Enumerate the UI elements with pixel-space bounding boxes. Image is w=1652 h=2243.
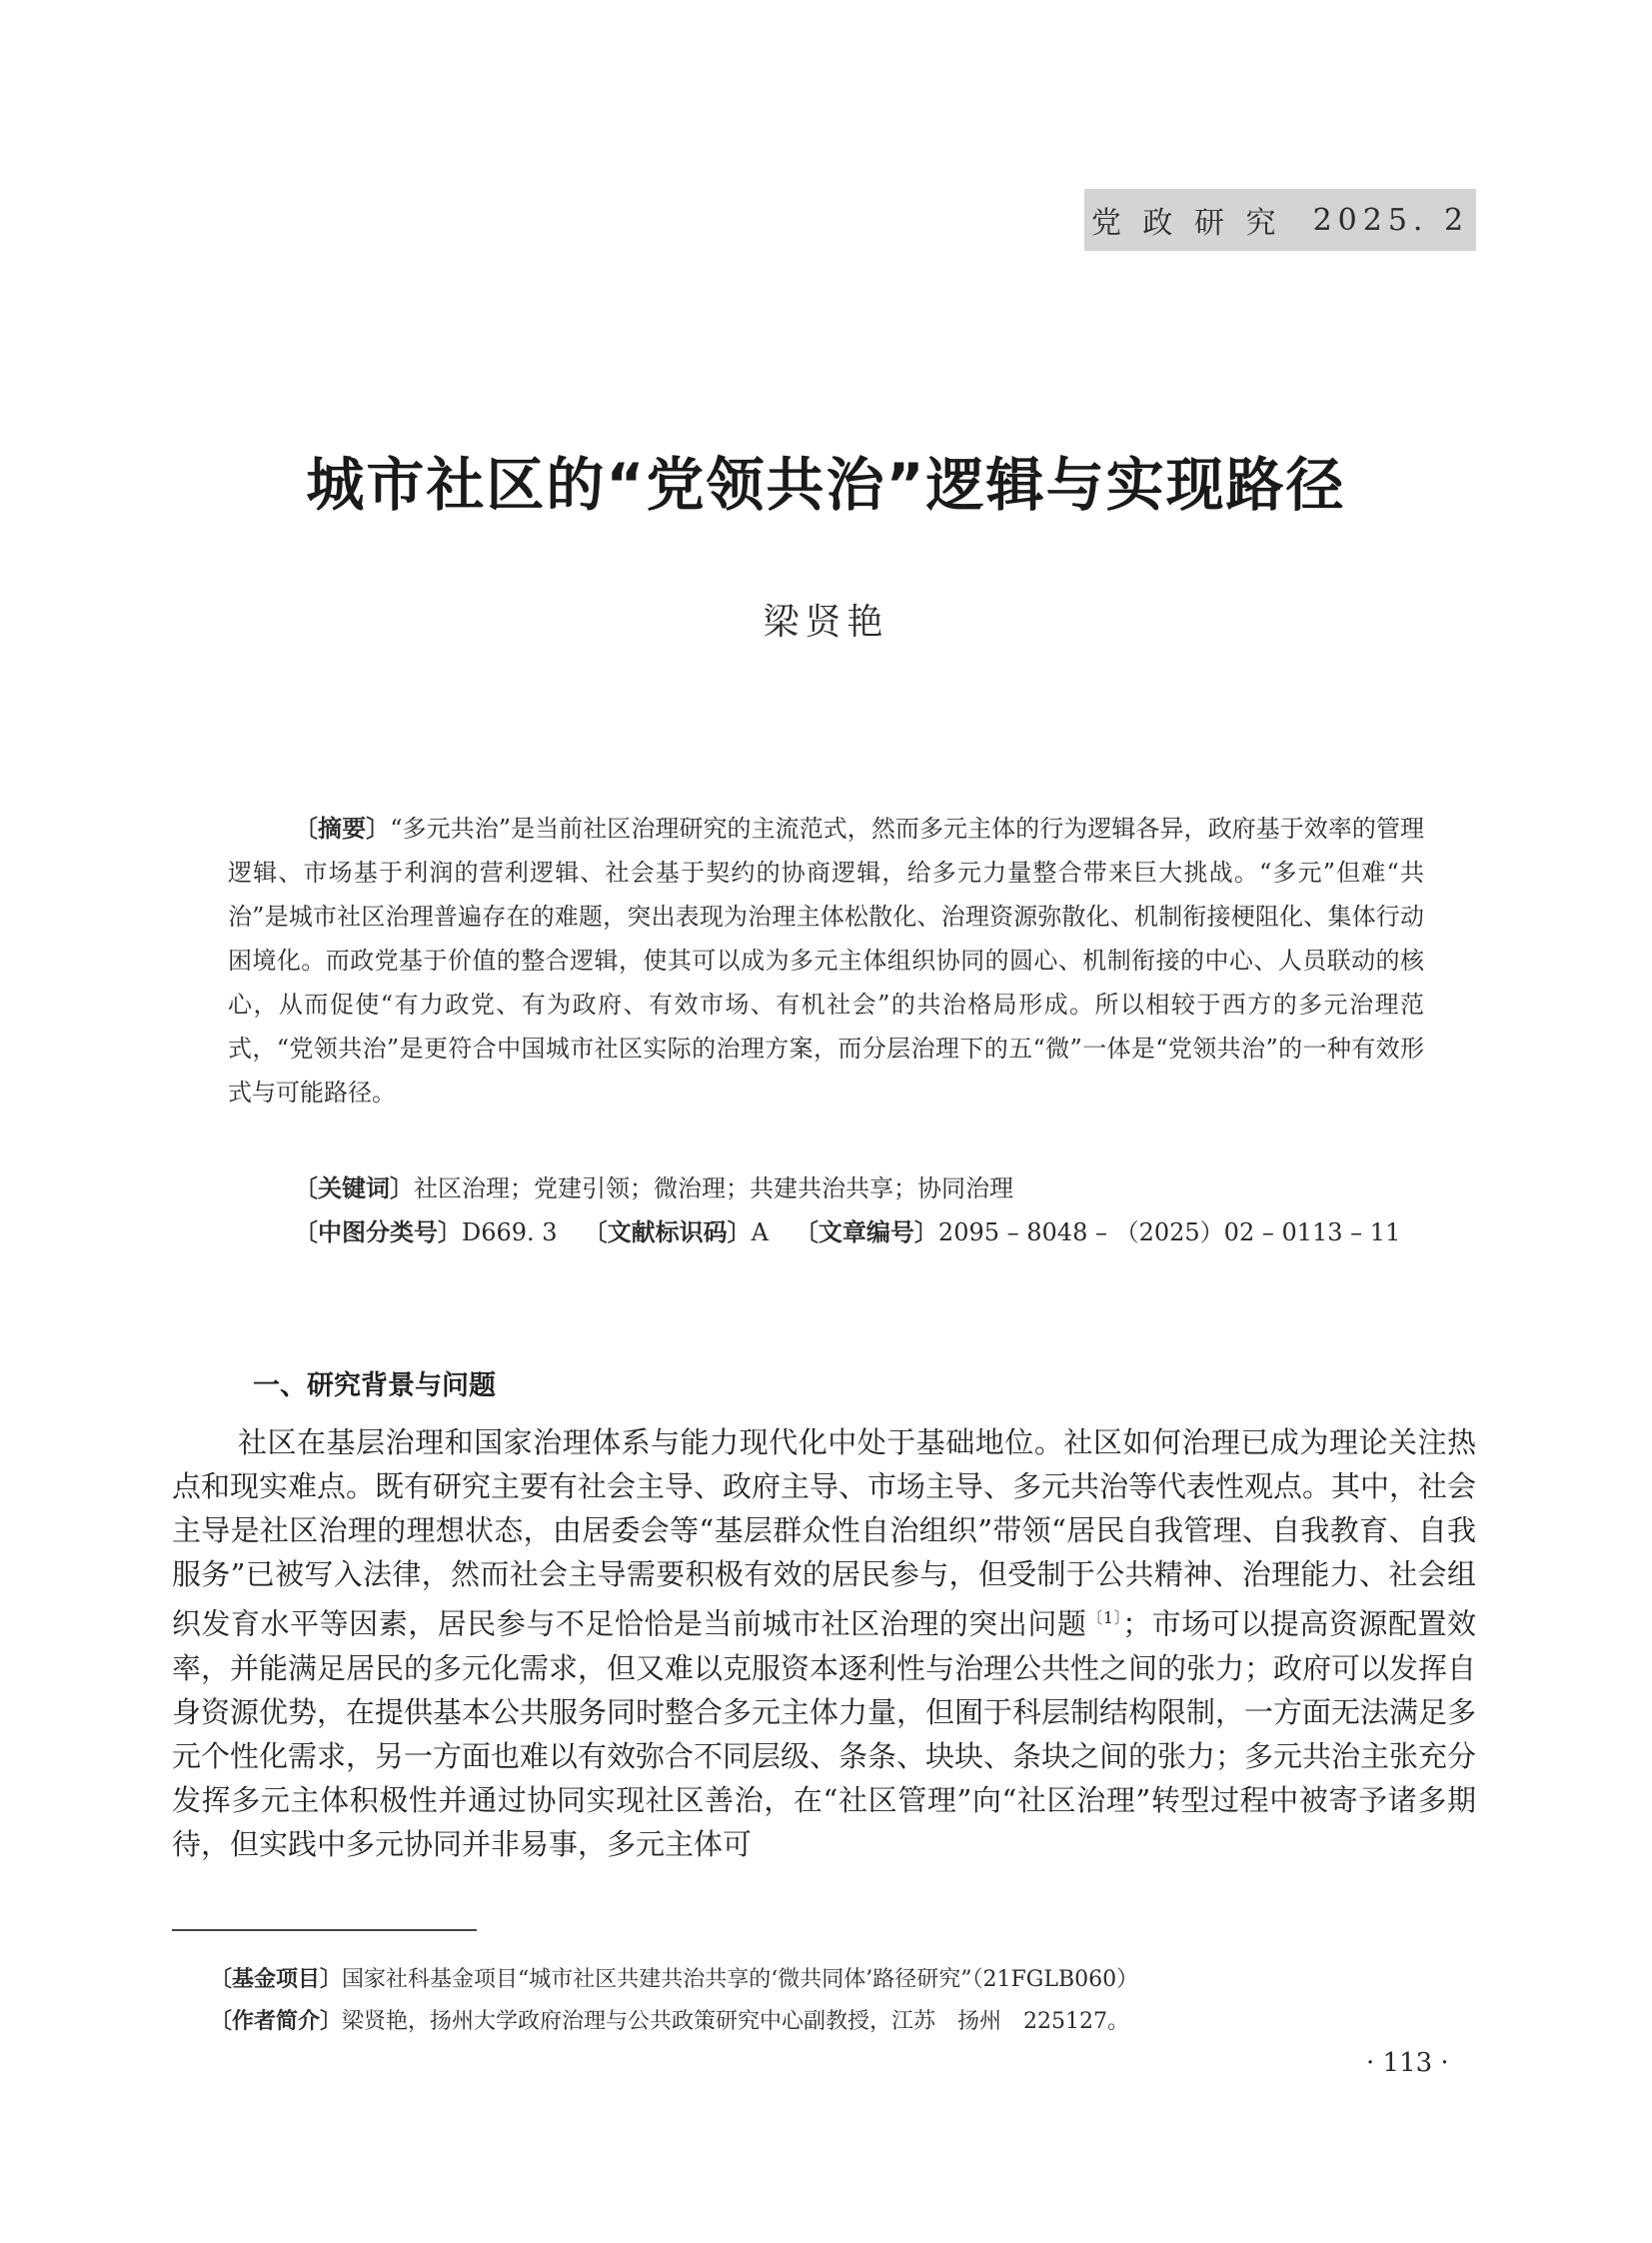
author-bio-text: 梁贤艳，扬州大学政府治理与公共政策研究中心副教授，江苏 扬州 225127。: [342, 2009, 1130, 2034]
doc-code-value: A: [751, 1218, 769, 1246]
keywords-label: 〔关键词〕: [294, 1174, 414, 1202]
article-number-value: 2095 – 8048 – （2025）02 – 0113 – 11: [937, 1218, 1401, 1246]
article-number-label: 〔文章编号〕: [794, 1218, 938, 1246]
footnote-fund: [210, 1962, 1138, 1998]
clc-label: 〔中图分类号〕: [294, 1218, 462, 1246]
clc-value: D669. 3: [462, 1218, 558, 1246]
fund-label: 〔基金项目〕: [210, 1967, 343, 1992]
abstract: [228, 807, 1424, 1115]
body-text-part1: 社区在基层治理和国家治理体系与能力现代化中处于基础地位。社区如何治理已成为理论关注热点和现实难点。既有研究主要有社会主导、政府主导、市场主导、多元共治等代表性观点。其中，社会主导是社区治理的理想状态，由居委会等“基层群众性自治组织”带领“居民自我管理、自我教育、自我服务”已被写入法律，然而社会主导需要积极有效的居民参与，但受制于公共精神、治理能力、社会组织发育水平等因素，居民参与不足恰恰是当前城市社区治理的突出问题: [172, 1425, 1477, 1641]
fund-text: 国家社科基金项目“城市社区共建共治共享的‘微共同体’路径研究”（21FGLB060）: [342, 1967, 1139, 1992]
footnote-author: [210, 2004, 1129, 2040]
keywords-text: 社区治理；党建引领；微治理；共建共治共享；协同治理: [414, 1174, 1013, 1202]
doc-code-label: 〔文献标识码〕: [583, 1218, 752, 1246]
journal-header-box: [1084, 189, 1476, 251]
footnote-divider: [172, 1929, 477, 1931]
body-paragraph: [172, 1420, 1476, 1866]
body-text-part2: ；市场可以提高资源配置效率，并能满足居民的多元化需求，但又难以克服资本逐利性与治理公共性之间的张力；政府可以发挥自身资源优势，在提供基本公共服务同时整合多元主体力量，但囿于科层制结构限制，一方面无法满足多元个性化需求，另一方面也难以有效弥合不同层级、条条、块块、条块之间的张力；多元共治主张充分发挥多元主体积极性并通过协同实现社区善治，在“社区管理”向“社区治理”转型过程中被寄予诸多期待，但实践中多元协同并非易事，多元主体可: [172, 1606, 1477, 1861]
article-author: 梁贤艳: [763, 602, 889, 643]
keywords: [294, 1166, 1013, 1210]
article-title: 城市社区的“党领共治”逻辑与实现路径: [306, 451, 1346, 519]
journal-name: 党 政 研 究: [1090, 206, 1282, 241]
page-number: · 113 ·: [1366, 2048, 1449, 2078]
abstract-text: “多元共治”是当前社区治理研究的主流范式，然而多元主体的行为逻辑各异，政府基于效率的管理逻辑、市场基于利润的营利逻辑、社会基于契约的协商逻辑，给多元力量整合带来巨大挑战。“多元”但难“共治”是城市社区治理普遍存在的难题，突出表现为治理主体松散化、治理资源弥散化、机制衔接梗阻化、集体行动困境化。而政党基于价值的整合逻辑，使其可以成为多元主体组织协同的圆心、机制衔接的中心、人员联动的核心，从而促使“有力政党、有为政府、有效市场、有机社会”的共治格局形成。所以相较于西方的多元治理范式，“党领共治”是更符合中国城市社区实际的治理方案，而分层治理下的五“微”一体是“党领共治”的一种有效形式与可能路径。: [228, 815, 1424, 1107]
journal-issue: 2025. 2: [1312, 202, 1470, 238]
citation-ref: 〔1〕: [1086, 1608, 1123, 1627]
classification-line: [294, 1210, 1400, 1254]
abstract-label: 〔摘要〕: [294, 815, 391, 843]
author-bio-label: 〔作者简介〕: [210, 2009, 343, 2034]
section-heading: 一、研究背景与问题: [253, 1370, 496, 1401]
